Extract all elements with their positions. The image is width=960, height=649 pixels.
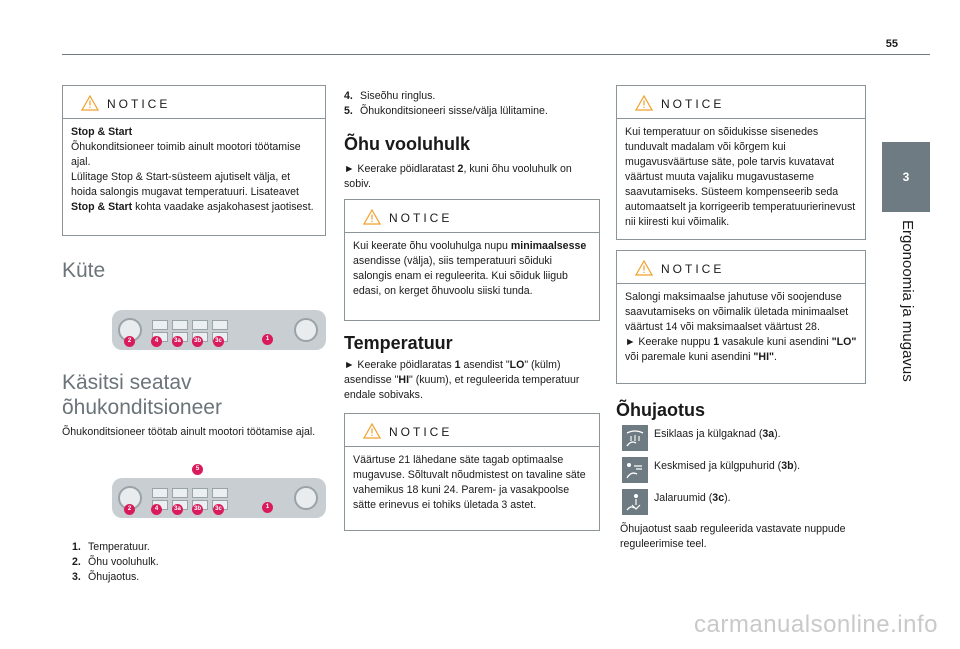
face-vent-icon <box>622 457 648 483</box>
notice-box-comfort <box>616 85 866 240</box>
callout-badge: 5 <box>192 464 203 475</box>
distribution-item: Esiklaas ja külgaknad (3a). <box>654 428 781 440</box>
notice-text: Õhukonditsioneer toimib ainult mootori töötamise ajal. <box>71 141 301 168</box>
callout-badge: 1 <box>262 334 273 345</box>
warning-icon <box>635 95 653 111</box>
callout-badge: 3a <box>172 336 183 347</box>
notice-text: Kui keerate õhu vooluhulga nupu minimaalsesse asendisse (välja), siis temperatuuri sõiduki salongis enam ei reguleerita. Kui sõiduk liigub edasi, on kerget õhuvoolu siiski tunda. <box>353 240 587 297</box>
distribution-item: Keskmised ja külgpuhurid (3b). <box>654 460 801 472</box>
notice-title: NOTICE <box>107 97 171 111</box>
heading-kute: Küte <box>62 259 106 282</box>
watermark: carmanualsonline.info <box>694 611 938 638</box>
footwell-vent-icon <box>622 489 648 515</box>
distribution-item: Jalaruumid (3c). <box>654 492 731 504</box>
chapter-title: Ergonoomia ja mugavus <box>899 220 916 382</box>
callout-badge: 1 <box>262 502 273 513</box>
warning-icon <box>363 209 381 225</box>
callout-badge: 3c <box>213 336 224 347</box>
notice-text: Väärtuse 21 lähedane säte tagab optimaalse mugavuse. Sõltuvalt nõudmistest on tavaline säte vahemikus 18 kuni 24. Parem- ja vasakpoolse sätte erinevus ei tohiks ületada 3 astet. <box>353 454 586 511</box>
callout-badge: 2 <box>124 336 135 347</box>
instruction-text: ► Keerake pöidlaratas 1 asendist "LO" (külm) asendisse "HI" (kuum), et reguleerida temperatuur endale sobivaks. <box>344 359 580 401</box>
heading-kasitsi-line2: õhukonditsioneer <box>62 396 222 419</box>
page-number: 55 <box>885 38 898 50</box>
intro-text: Õhukonditsioneer töötab ainult mootori töötamise ajal. <box>62 426 316 438</box>
notice-box-stop-start <box>62 85 326 236</box>
warning-icon <box>363 423 381 439</box>
list-item: 1. Temperatuur. <box>72 541 150 553</box>
instruction-text: ► Keerake pöidlaratast 2, kuni õhu vooluhulk on sobiv. <box>344 163 572 190</box>
list-item: 5. Õhukonditsioneeri sisse/välja lülitamine. <box>344 105 548 117</box>
legend-list-continued <box>344 89 548 119</box>
notice-text: Lülitage Stop & Start-süsteem ajutiselt välja, et hoida salongis mugavat temperatuuri. Lisateavet Stop & Start kohta vaadake asjakohasest jaotisest. <box>71 171 314 213</box>
list-item: 4. Siseõhu ringlus. <box>344 90 436 102</box>
callout-badge: 4 <box>151 336 162 347</box>
chapter-label <box>863 220 949 500</box>
callout-badge: 3b <box>192 336 203 347</box>
legend-list <box>72 540 159 585</box>
heading-kasitsi-line1: Käsitsi seatav <box>62 371 192 394</box>
notice-box-max-cooling <box>616 250 866 384</box>
callout-badge: 4 <box>151 504 162 515</box>
notice-text: Kui temperatuur on sõidukisse sisenedes tunduvalt madalam või kõrgem kui mugavusväärtuse säte, pole tarvis kuvatavat väärtust muuta vajaliku mugavustaseme saavutamiseks. Süsteem kompenseerib seda automaatselt ja korrigeerib temperatuurierinevust nii kiiresti kui võimalik. <box>625 126 856 228</box>
notice-box-temperature <box>344 413 600 531</box>
callout-badge: 3a <box>172 504 183 515</box>
header-divider <box>62 54 930 55</box>
notice-title: NOTICE <box>389 425 453 439</box>
chapter-number: 3 <box>902 170 910 184</box>
windscreen-vent-icon <box>622 425 648 451</box>
callout-badge: 2 <box>124 504 135 515</box>
notice-heading: Stop & Start <box>71 126 133 138</box>
footer-text: Õhujaotust saab reguleerida vastavate nuppude reguleerimise teel. <box>620 523 846 550</box>
warning-icon <box>81 95 99 111</box>
notice-text: Salongi maksimaalse jahutuse või soojenduse saavutamiseks on võimalik ületada minimaalset väärtust 14 või maksimaalset väärtust 28. ► Keerake nuppu 1 vasakule kuni asendini "LO" või paremale kuni asendini "HI". <box>625 291 857 363</box>
notice-box-airflow <box>344 199 600 321</box>
list-item: 3. Õhujaotus. <box>72 571 140 583</box>
heading-ohujaotus: Õhujaotus <box>616 400 705 420</box>
notice-title: NOTICE <box>389 211 453 225</box>
heading-ohu-vooluhulk: Õhu vooluhulk <box>344 134 470 154</box>
callout-badge: 3b <box>192 504 203 515</box>
callout-badge: 3c <box>213 504 224 515</box>
notice-title: NOTICE <box>661 262 725 276</box>
chapter-tab[interactable] <box>882 142 930 212</box>
notice-title: NOTICE <box>661 97 725 111</box>
warning-icon <box>635 260 653 276</box>
list-item: 2. Õhu vooluhulk. <box>72 556 159 568</box>
heading-temperatuur: Temperatuur <box>344 333 453 353</box>
